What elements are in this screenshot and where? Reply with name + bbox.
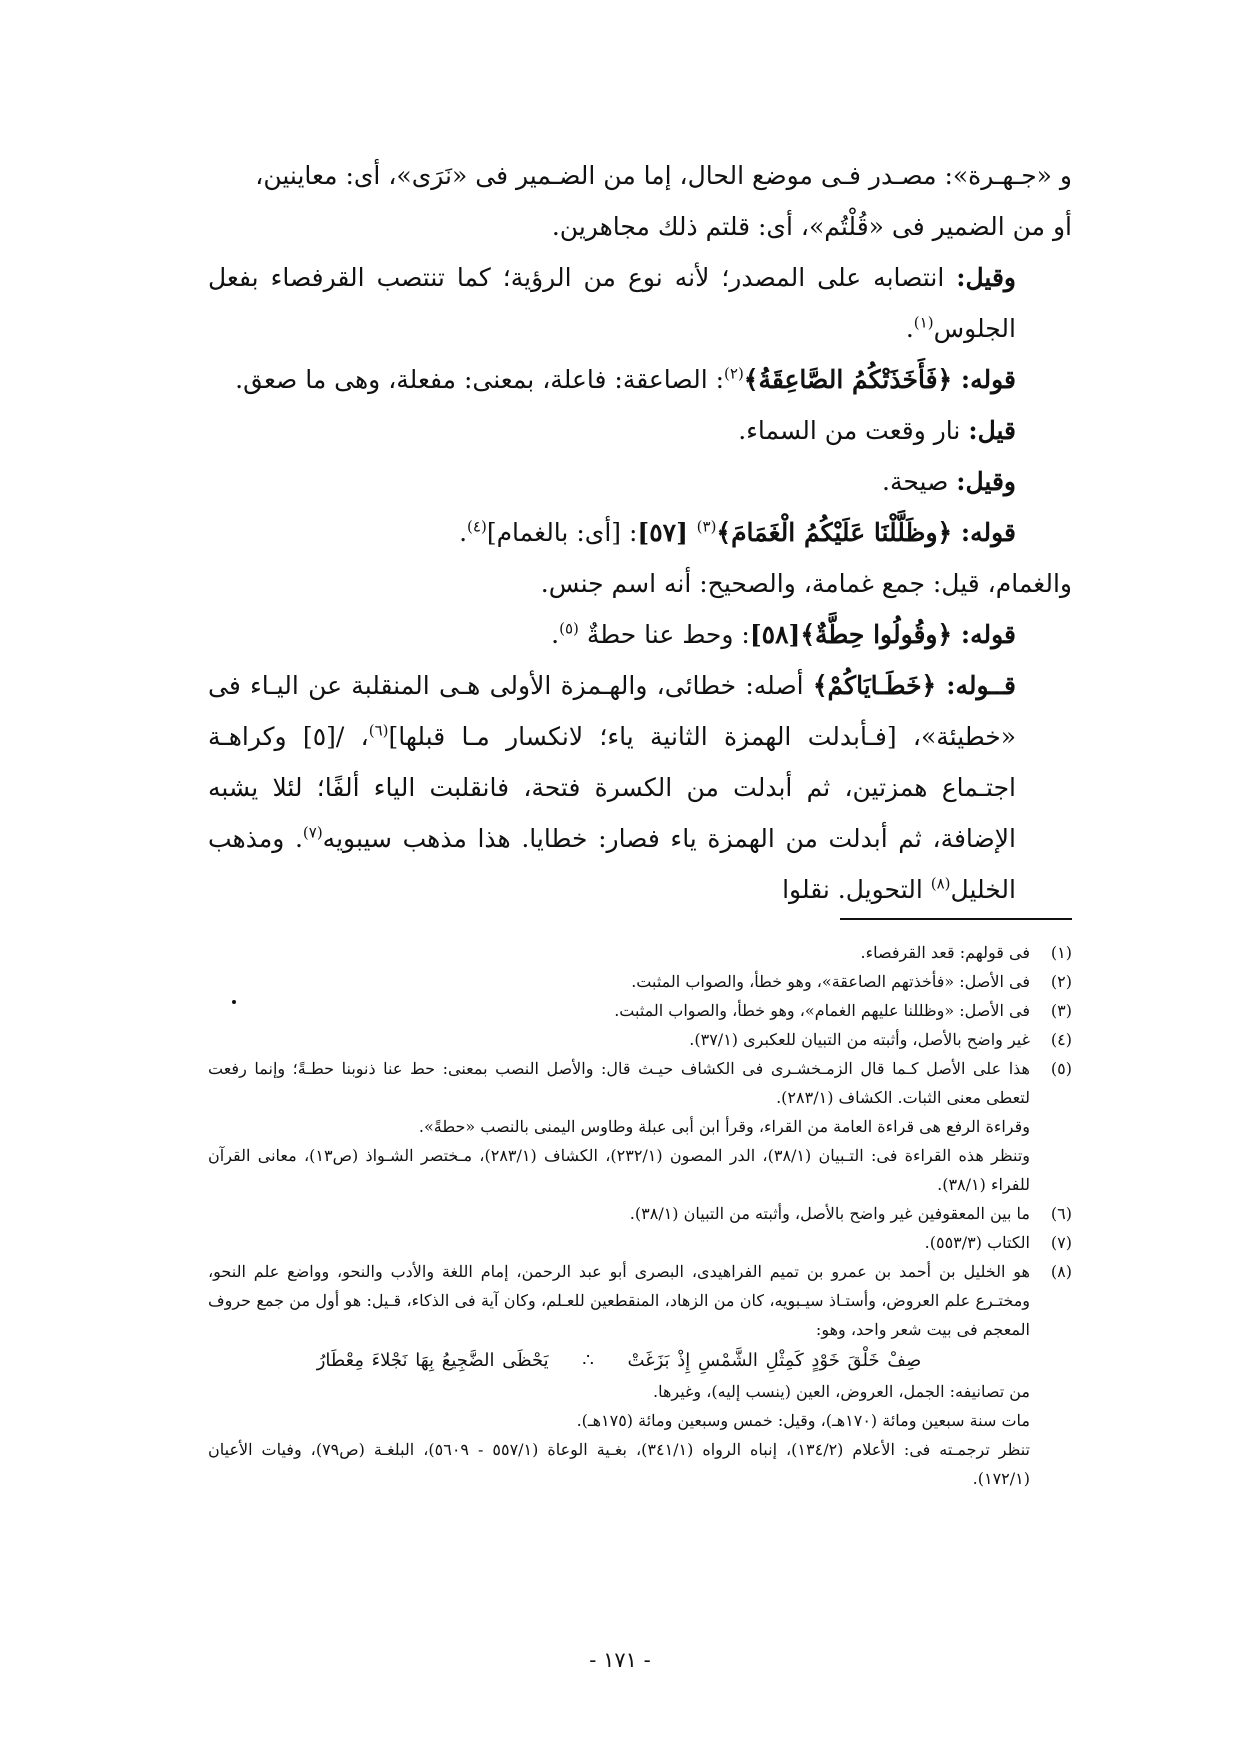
footnote-number: (٨) xyxy=(1050,1262,1072,1281)
verse-ref: [٥٨] xyxy=(749,620,801,649)
lead-word: قوله: xyxy=(952,620,1016,649)
footnote-2 xyxy=(208,967,1072,996)
footnote-ref[interactable]: (٨) xyxy=(930,874,951,893)
verse-separator: ∴ xyxy=(582,1350,594,1371)
footnote-7 xyxy=(208,1228,1072,1257)
paragraph-text: : [أى: بالغمام] xyxy=(486,518,638,547)
punctuation: . xyxy=(459,518,468,547)
paragraph-1-line-1: و «جـهـرة»: مصـدر فـى موضع الحال، إما من الضـمير فى «نَرَى»، أى: معاينين، xyxy=(255,161,1072,190)
punctuation: . xyxy=(551,620,560,649)
footnote-ref[interactable]: (٤) xyxy=(467,517,487,536)
footnote-text: هو الخليل بن أحمد بن عمرو بن تميم الفراهيدى، البصرى أبو عبد الرحمن، إمام اللغة والأدب والنحو، وواضع علم النحو، ومختـرع علم العروض، وأستـاذ سيـبويه، كان من الزهاد، المنقطعين للعـلم، وكان آية فى الذكاء، قـيل: هو أول من جمع حروف المعجم فى بيت شعر واحد، وهو: xyxy=(208,1262,1030,1339)
paragraph-text: : وحط عنا حطةٌ xyxy=(578,620,750,649)
footnote-text: الكتاب (٥٥٣/٣). xyxy=(924,1233,1030,1252)
footnote-8 xyxy=(208,1257,1072,1493)
paragraph-2 xyxy=(208,252,1072,354)
quran-quote: ﴿خَطَـايَاكُمْ﴾ xyxy=(812,671,937,700)
lead-word: وقيل: xyxy=(956,467,1016,496)
footnote-number: (١) xyxy=(1050,943,1072,962)
paragraph-1 xyxy=(208,150,1072,252)
quran-quote: ﴿وقُولُوا حِطَّةٌ﴾ xyxy=(800,620,953,649)
footnote-text: غير واضح بالأصل، وأثبته من التبيان للعكبرى (٣٧/١). xyxy=(689,1030,1030,1049)
footnote-ref[interactable]: (٣) xyxy=(696,517,717,536)
main-text xyxy=(208,150,1072,915)
footnote-3 xyxy=(208,996,1072,1025)
paragraph-text: : الصاعقة: فاعلة، بمعنى: مفعلة، وهى ما صعق. xyxy=(235,365,725,394)
footnote-divider xyxy=(840,918,1072,920)
lead-word: قــوله: xyxy=(936,671,1016,700)
paragraph-text: التحويل. نقلوا xyxy=(782,875,931,904)
verse-hemistich-2: يَحْظَى الضَّجِيعُ بِهَا نَجْلاءَ مِعْطَارُ xyxy=(316,1350,549,1371)
paragraph-7: والغمام، قيل: جمع غمامة، والصحيح: أنه اسم جنس. xyxy=(540,569,1072,598)
footnote-ref[interactable]: (٧) xyxy=(302,823,323,842)
paragraph-text: ، /[٥] وكراهـة اجتـماع همزتين، ثم أبدلت من الكسرة فتحة، فانقلبت الياء ألفًا؛ لئلا يشبه الإضافة، ثم أبدلت من الهمزة ياء فصار: خطايا. هذا مذهب سيبويه xyxy=(208,722,1016,853)
paragraph-6 xyxy=(208,507,1072,558)
paragraph-4 xyxy=(208,405,1072,456)
verse-hemistich-1: صِفْ خَلْقَ خَوْدٍ كَمِثْلِ الشَّمْسِ إِذْ بَزَغَتْ xyxy=(627,1350,922,1371)
footnote-ref[interactable]: (٥) xyxy=(559,619,579,638)
footnote-text: تنظر ترجمـته فى: الأعلام (١٣٤/٢)، إنباه الرواه (٣٤١/١)، بغـية الوعاة (٥٥٧/١ - ٥٦٠٩)، البلغـة (ص٧٩)، وفيات الأعيان (١٧٢/١). xyxy=(208,1440,1031,1488)
footnote-4 xyxy=(208,1025,1072,1054)
verse-ref: [٥٧] xyxy=(637,518,697,547)
footnote-text: فى الأصل: «وظللنا عليهم الغمام»، وهو خطأ، والصواب المثبت. xyxy=(614,1001,1030,1020)
footnote-number: (٦) xyxy=(1050,1204,1072,1223)
quran-quote: ﴿وظَلَّلْنَا عَلَيْكُمُ الْغَمَامَ﴾ xyxy=(716,518,953,547)
paragraph-1-line-2: أو من الضمير فى «قُلْتُم»، أى: قلتم ذلك مجاهرين. xyxy=(551,212,1072,241)
footnotes xyxy=(208,938,1072,1493)
paragraph-8 xyxy=(208,609,1072,660)
quran-quote: ﴿فَأَخَذَتْكُمُ الصَّاعِقَةُ﴾ xyxy=(743,365,953,394)
footnote-text: وتنظر هذه القراءة فى: التـبيان (٣٨/١)، الدر المصون (٢٣٢/١)، الكشاف (٢٨٣/١)، مـختصر الشـواذ (ص١٣)، معانى القرآن للفراء (٣٨/١). xyxy=(208,1146,1031,1194)
paragraph-9 xyxy=(208,660,1072,915)
footnote-text: فى قولهم: قعد القرفصاء. xyxy=(860,943,1030,962)
footnote-text: من تصانيفه: الجمل، العروض، العين (ينسب إليه)، وغيرها. xyxy=(652,1382,1030,1401)
footnote-ref[interactable]: (١) xyxy=(913,313,934,332)
footnote-text: مات سنة سبعين ومائة (١٧٠هـ)، وقيل: خمس وسبعين ومائة (١٧٥هـ). xyxy=(576,1411,1030,1430)
footnote-ref[interactable]: (٦) xyxy=(368,721,389,740)
footnote-text: وقراءة الرفع هى قراءة العامة من القراء، وقرأ ابن أبى عبلة وطاوس اليمنى بالنصب «حطةً». xyxy=(418,1117,1030,1136)
footnote-ref[interactable]: (٢) xyxy=(724,364,744,383)
paragraph-text: نار وقعت من السماء. xyxy=(738,416,969,445)
lead-word: قوله: xyxy=(952,518,1016,547)
lead-word: قيل: xyxy=(968,416,1016,445)
page-number: - ١٧١ - xyxy=(589,1648,651,1672)
footnote-text: ما بين المعقوفين غير واضح بالأصل، وأثبته من التبيان (٣٨/١). xyxy=(629,1204,1030,1223)
paragraph-text: صيحة. xyxy=(882,467,957,496)
paragraph-text: انتصابه على المصدر؛ لأنه نوع من الرؤية؛ كما تنتصب القرفصاء بفعل الجلوس xyxy=(208,263,1016,343)
lead-word: قوله: xyxy=(952,365,1016,394)
poetry-verse xyxy=(208,1344,1030,1377)
paragraph-text: أصله: خطائى، والهـمزة الأولى هـى المنقلبة عن اليـاء فى «خطيئة»، [فـأبدلت الهمزة الثانية ياء؛ لانكسار مـا قبلها] xyxy=(208,671,1017,751)
footnote-1 xyxy=(208,938,1072,967)
footnote-6 xyxy=(208,1199,1072,1228)
footnote-5 xyxy=(208,1054,1072,1199)
footnote-text: فى الأصل: «فأخذتهم الصاعقة»، وهو خطأ، والصواب المثبت. xyxy=(631,972,1030,991)
footnote-text: هذا على الأصل كـما قال الزمـخشـرى فى الكشاف حيـث قال: والأصل النصب بمعنى: حط عنا ذنوبنا حطـةً؛ وإنما رفعت لتعطى معنى الثبات. الكشاف (٢٨٣/١). xyxy=(208,1059,1030,1107)
paragraph-5 xyxy=(208,456,1072,507)
paragraph-text: . ومذهب الخليل xyxy=(208,824,1016,904)
footnote-number: (٢) xyxy=(1050,972,1072,991)
footnote-number: (٥) xyxy=(1050,1059,1072,1078)
footnote-number: (٧) xyxy=(1050,1233,1072,1252)
paragraph-3 xyxy=(208,354,1072,405)
lead-word: وقيل: xyxy=(956,263,1016,292)
punctuation: . xyxy=(905,314,914,343)
footnote-number: (٣) xyxy=(1050,1001,1072,1020)
footnote-number: (٤) xyxy=(1050,1030,1072,1049)
